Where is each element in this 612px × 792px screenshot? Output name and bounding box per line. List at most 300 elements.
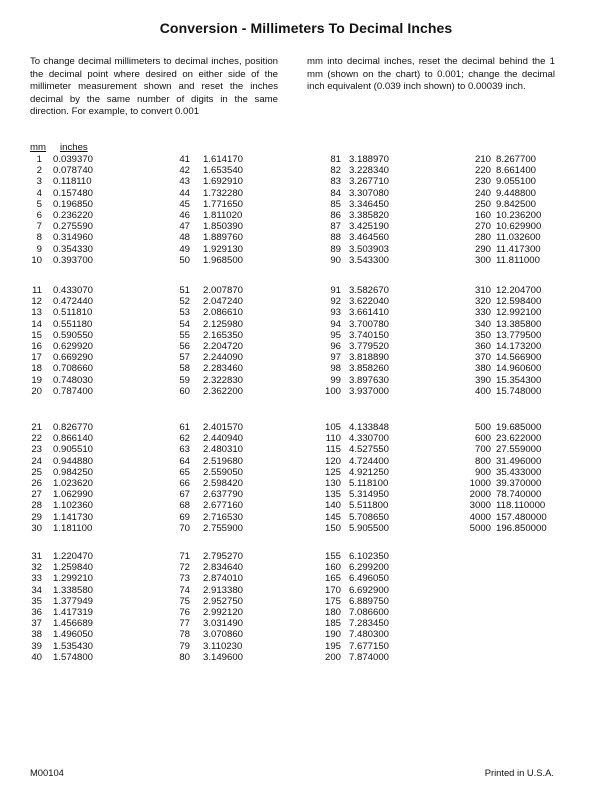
table-row [170, 210, 243, 221]
mm-value: 160 [324, 562, 341, 574]
mm-value: 180 [324, 606, 341, 618]
inches-value: 2.992120 [203, 606, 244, 618]
mm-value: 34 [31, 584, 42, 596]
table-row [320, 330, 389, 341]
page-title: Conversion - Millimeters To Decimal Inches [159, 20, 453, 36]
intro-paragraph-right: mm into decimal inches, reset the decimal behind the 1 mm (shown on the chart) to 0.001; change the decimal inch equivalent (0.039 inch shown) to 0.00039 inch. [307, 56, 555, 93]
mm-value: 290 [474, 243, 491, 255]
table-row [170, 221, 243, 232]
table-row [170, 330, 243, 341]
table-row [468, 478, 547, 489]
table-row [468, 433, 547, 444]
mm-value: 33 [31, 573, 42, 585]
mm-value: 300 [474, 254, 491, 266]
table-row [170, 232, 243, 243]
inches-value: 2.440940 [203, 433, 244, 445]
table-row [170, 307, 243, 318]
inches-value: 2.716530 [203, 511, 244, 523]
mm-value: 185 [324, 618, 341, 630]
mm-value: 35 [31, 595, 42, 607]
mm-value: 85 [330, 198, 341, 210]
mm-value: 45 [179, 198, 190, 210]
inches-value: 0.196850 [53, 198, 94, 210]
table-row [30, 244, 93, 255]
inches-value: 3.425190 [349, 221, 390, 233]
mm-value: 900 [474, 466, 491, 478]
table-row [170, 573, 243, 584]
mm-value: 78 [179, 629, 190, 641]
mm-value: 37 [31, 618, 42, 630]
table-row [30, 573, 93, 584]
table-group [320, 422, 389, 534]
mm-value: 54 [179, 318, 190, 330]
inches-value: 11.811000 [496, 254, 540, 266]
inches-value: 14.960600 [496, 363, 542, 375]
inches-value: 1.181100 [53, 522, 93, 534]
intro-paragraph-left: To change decimal millimeters to decimal inches, position the decimal point where desired on either side of the millimeter measurement shown and reset the inches decimal by the same number of digits in the same direction. For example, to convert 0.001 [30, 56, 278, 118]
mm-value: 82 [330, 165, 341, 177]
mm-value: 43 [179, 176, 190, 188]
table-row [320, 629, 389, 640]
inches-value: 2.007870 [203, 285, 244, 296]
mm-value: 98 [330, 363, 341, 375]
inches-value: 0.629920 [53, 340, 94, 352]
inches-value: 13.779500 [496, 329, 542, 341]
inches-value: 4.724400 [349, 455, 390, 467]
mm-value: 11 [32, 285, 42, 296]
inches-value: 3.622040 [349, 296, 390, 308]
inches-value: 1.456689 [53, 618, 94, 630]
table-group [468, 285, 541, 397]
table-row [320, 319, 389, 330]
mm-value: 84 [330, 187, 341, 199]
mm-value: 130 [324, 477, 341, 489]
inches-value: 0.669290 [53, 352, 94, 364]
table-row [468, 255, 541, 266]
table-row [320, 467, 389, 478]
mm-value: 96 [330, 340, 341, 352]
inches-value: 0.236220 [53, 209, 94, 221]
inches-value: 3.661410 [349, 307, 390, 319]
table-row [468, 232, 541, 243]
table-row [30, 285, 93, 296]
inches-value: 3.779520 [349, 340, 390, 352]
mm-value: 17 [31, 352, 42, 364]
mm-value: 140 [324, 500, 341, 512]
table-row [30, 444, 93, 455]
table-row [320, 500, 389, 511]
inches-value: 3.503903 [349, 243, 390, 255]
table-row [468, 523, 547, 534]
mm-value: 9 [36, 243, 42, 255]
inches-value: 8.267700 [496, 154, 537, 165]
mm-value: 8 [36, 232, 42, 244]
mm-value: 93 [330, 307, 341, 319]
inches-value: 14.566900 [496, 352, 542, 364]
table-row [170, 456, 243, 467]
inches-value: 9.842500 [496, 198, 537, 210]
inches-value: 0.826770 [53, 422, 94, 433]
table-row [320, 165, 389, 176]
mm-value: 18 [31, 363, 42, 375]
mm-value: 88 [330, 232, 341, 244]
table-row [320, 307, 389, 318]
inches-value: 0.354330 [53, 243, 94, 255]
table-row [30, 512, 93, 523]
mm-value: 73 [179, 573, 190, 585]
inches-value: 27.559000 [496, 444, 542, 456]
inches-value: 3.700780 [349, 318, 390, 330]
mm-value: 32 [31, 562, 42, 574]
inches-value: 2.480310 [203, 444, 244, 456]
table-group [320, 285, 389, 397]
table-row [468, 363, 541, 374]
mm-value: 370 [474, 352, 491, 364]
mm-value: 22 [31, 433, 42, 445]
table-row [170, 478, 243, 489]
table-row [170, 296, 243, 307]
mm-value: 120 [324, 455, 341, 467]
inches-value: 2.795270 [203, 551, 244, 562]
table-row [30, 422, 93, 433]
inches-value: 1.692910 [203, 176, 244, 188]
mm-value: 87 [330, 221, 341, 233]
inches-value: 157.480000 [496, 511, 547, 523]
table-row [30, 585, 93, 596]
table-row [170, 562, 243, 573]
table-row [468, 188, 541, 199]
table-row [170, 363, 243, 374]
inches-value: 1.968500 [203, 254, 244, 266]
table-row [468, 244, 541, 255]
table-row [30, 307, 93, 318]
mm-value: 280 [474, 232, 491, 244]
inches-value: 1.220470 [53, 551, 94, 562]
inches-value: 23.622000 [496, 433, 542, 445]
table-group [170, 154, 243, 266]
table-row [30, 363, 93, 374]
table-group [320, 551, 389, 663]
table-group [30, 422, 93, 534]
mm-value: 24 [31, 455, 42, 467]
inches-value: 1.850390 [203, 221, 244, 233]
inches-value: 6.299200 [349, 562, 390, 574]
table-row [468, 199, 541, 210]
mm-value: 110 [325, 433, 341, 445]
mm-value: 42 [179, 165, 190, 177]
inches-value: 2.283460 [203, 363, 244, 375]
inches-value: 3.818890 [349, 352, 390, 364]
mm-value: 36 [31, 606, 42, 618]
table-row [320, 489, 389, 500]
table-row [320, 363, 389, 374]
table-row [320, 551, 389, 562]
table-row [30, 500, 93, 511]
mm-value: 600 [474, 433, 491, 445]
mm-value: 19 [31, 374, 42, 386]
mm-value: 91 [330, 285, 341, 296]
mm-value: 76 [179, 606, 190, 618]
mm-value: 62 [179, 433, 190, 445]
table-row [170, 352, 243, 363]
mm-value: 50 [179, 254, 190, 266]
inches-value: 39.370000 [496, 477, 542, 489]
table-group [30, 154, 93, 266]
table-row [30, 478, 93, 489]
table-row [468, 444, 547, 455]
inches-value: 3.385820 [349, 209, 390, 221]
inches-value: 3.149600 [203, 651, 244, 663]
mm-value: 40 [31, 651, 42, 663]
mm-value: 170 [324, 584, 341, 596]
table-row [170, 641, 243, 652]
table-row [30, 523, 93, 534]
mm-value: 2000 [469, 489, 491, 501]
inches-value: 12.598400 [496, 296, 542, 308]
table-row [30, 596, 93, 607]
table-row [320, 456, 389, 467]
inches-value: 4.527550 [349, 444, 390, 456]
table-row [170, 523, 243, 534]
table-row [170, 551, 243, 562]
mm-value: 390 [474, 374, 491, 386]
mm-value: 210 [474, 154, 491, 165]
mm-value: 4 [36, 187, 42, 199]
mm-value: 160 [474, 209, 491, 221]
table-row [170, 188, 243, 199]
table-row [320, 176, 389, 187]
table-row [30, 232, 93, 243]
table-row [320, 232, 389, 243]
table-row [30, 618, 93, 629]
mm-value: 10 [31, 254, 42, 266]
inches-value: 2.322830 [203, 374, 244, 386]
inches-value: 19.685000 [496, 422, 542, 433]
mm-value: 15 [31, 329, 42, 341]
table-row [468, 165, 541, 176]
inches-value: 1.023620 [53, 477, 94, 489]
table-row [320, 352, 389, 363]
inches-value: 2.834640 [203, 562, 244, 574]
mm-value: 150 [324, 522, 341, 534]
inches-value: 1.338580 [53, 584, 94, 596]
mm-value: 1 [36, 154, 42, 165]
inches-value: 0.393700 [53, 254, 94, 266]
mm-value: 23 [31, 444, 42, 456]
inches-value: 1.535430 [53, 640, 94, 652]
mm-value: 30 [31, 522, 42, 534]
table-row [468, 319, 541, 330]
inches-value: 2.598420 [203, 477, 244, 489]
table-row [30, 607, 93, 618]
inches-value: 14.173200 [496, 340, 542, 352]
inches-value: 4.330700 [349, 433, 390, 445]
table-row [30, 386, 93, 397]
mm-value: 66 [179, 477, 190, 489]
table-row [320, 188, 389, 199]
mm-value: 6 [36, 209, 42, 221]
mm-value: 41 [179, 154, 190, 165]
table-row [320, 221, 389, 232]
mm-value: 1000 [469, 477, 491, 489]
mm-value: 4000 [469, 511, 491, 523]
table-row [468, 386, 541, 397]
inches-value: 6.692900 [349, 584, 390, 596]
mm-value: 5000 [469, 522, 491, 534]
table-row [170, 629, 243, 640]
mm-value: 47 [179, 221, 190, 233]
table-row [30, 221, 93, 232]
inches-value: 3.897630 [349, 374, 390, 386]
mm-value: 20 [31, 385, 42, 397]
mm-value: 270 [474, 221, 491, 233]
table-row [468, 154, 541, 165]
inches-value: 3.346450 [349, 198, 390, 210]
table-row [468, 210, 541, 221]
inches-value: 0.748030 [53, 374, 94, 386]
mm-value: 72 [179, 562, 190, 574]
table-row [170, 341, 243, 352]
table-row [320, 285, 389, 296]
table-row [468, 330, 541, 341]
mm-value: 83 [330, 176, 341, 188]
mm-value: 53 [179, 307, 190, 319]
table-row [170, 165, 243, 176]
table-row [170, 154, 243, 165]
table-row [170, 444, 243, 455]
table-row [170, 433, 243, 444]
table-row [468, 422, 547, 433]
mm-value: 74 [179, 584, 190, 596]
table-row [320, 607, 389, 618]
inches-value: 1.377949 [53, 595, 94, 607]
inches-value: 6.889750 [349, 595, 390, 607]
inches-value: 15.354300 [496, 374, 542, 386]
inches-value: 1.614170 [203, 154, 244, 165]
inches-value: 0.551180 [53, 318, 93, 330]
table-row [170, 199, 243, 210]
mm-value: 700 [474, 444, 491, 456]
mm-value: 58 [179, 363, 190, 375]
inches-value: 2.637790 [203, 489, 244, 501]
table-row [320, 433, 389, 444]
inches-value: 3.188970 [349, 154, 390, 165]
mm-value: 69 [179, 511, 190, 523]
mm-value: 195 [324, 640, 341, 652]
table-row [320, 199, 389, 210]
inches-value: 5.708650 [349, 511, 390, 523]
table-group [320, 154, 389, 266]
table-row [320, 154, 389, 165]
inches-value: 118.110000 [496, 500, 546, 512]
table-row [30, 188, 93, 199]
table-row [170, 422, 243, 433]
table-row [468, 500, 547, 511]
inches-value: 2.559050 [203, 466, 244, 478]
inches-value: 2.519680 [203, 455, 244, 467]
mm-value: 230 [474, 176, 491, 188]
inches-value: 2.165350 [203, 329, 244, 341]
mm-value: 39 [31, 640, 42, 652]
inches-value: 0.944880 [53, 455, 94, 467]
mm-value: 90 [330, 254, 341, 266]
header-inches: inches [60, 142, 88, 153]
inches-value: 1.929130 [203, 243, 244, 255]
mm-value: 95 [330, 329, 341, 341]
mm-value: 320 [474, 296, 491, 308]
table-row [320, 652, 389, 663]
table-row [30, 562, 93, 573]
mm-value: 26 [31, 477, 42, 489]
inches-value: 3.937000 [349, 385, 390, 397]
column-header [30, 142, 88, 153]
inches-value: 1.141730 [53, 511, 94, 523]
table-row [320, 618, 389, 629]
inches-value: 1.771650 [203, 198, 244, 210]
mm-value: 500 [474, 422, 491, 433]
mm-value: 350 [474, 329, 491, 341]
table-row [30, 629, 93, 640]
table-row [320, 255, 389, 266]
table-row [320, 341, 389, 352]
mm-value: 79 [179, 640, 190, 652]
inches-value: 1.811020 [203, 209, 243, 221]
inches-value: 35.433000 [496, 466, 542, 478]
table-row [320, 512, 389, 523]
mm-value: 71 [179, 551, 190, 562]
mm-value: 77 [179, 618, 190, 630]
inches-value: 11.032600 [496, 232, 541, 244]
mm-value: 25 [31, 466, 42, 478]
inches-value: 1.259840 [53, 562, 94, 574]
inches-value: 2.204720 [203, 340, 244, 352]
table-row [468, 176, 541, 187]
inches-value: 12.992100 [496, 307, 542, 319]
inches-value: 7.677150 [349, 640, 390, 652]
inches-value: 3.582670 [349, 285, 390, 296]
mm-value: 68 [179, 500, 190, 512]
inches-value: 1.574800 [53, 651, 94, 663]
mm-value: 125 [324, 466, 341, 478]
inches-value: 3.464560 [349, 232, 390, 244]
table-row [320, 444, 389, 455]
table-row [170, 652, 243, 663]
inches-value: 0.314960 [53, 232, 94, 244]
table-row [30, 165, 93, 176]
inches-value: 0.984250 [53, 466, 94, 478]
table-row [30, 433, 93, 444]
table-row [468, 307, 541, 318]
mm-value: 67 [179, 489, 190, 501]
table-row [468, 512, 547, 523]
table-group [170, 422, 243, 534]
inches-value: 0.511810 [53, 307, 93, 319]
table-row [320, 375, 389, 386]
mm-value: 63 [179, 444, 190, 456]
mm-value: 29 [31, 511, 42, 523]
table-row [30, 176, 93, 187]
inches-value: 2.677160 [203, 500, 244, 512]
mm-value: 31 [31, 551, 42, 562]
header-row [30, 142, 88, 153]
inches-value: 5.118100 [349, 477, 389, 489]
inches-value: 2.401570 [203, 422, 244, 433]
table-row [320, 296, 389, 307]
table-group [468, 154, 541, 266]
inches-value: 8.661400 [496, 165, 537, 177]
mm-value: 52 [179, 296, 190, 308]
table-row [468, 221, 541, 232]
